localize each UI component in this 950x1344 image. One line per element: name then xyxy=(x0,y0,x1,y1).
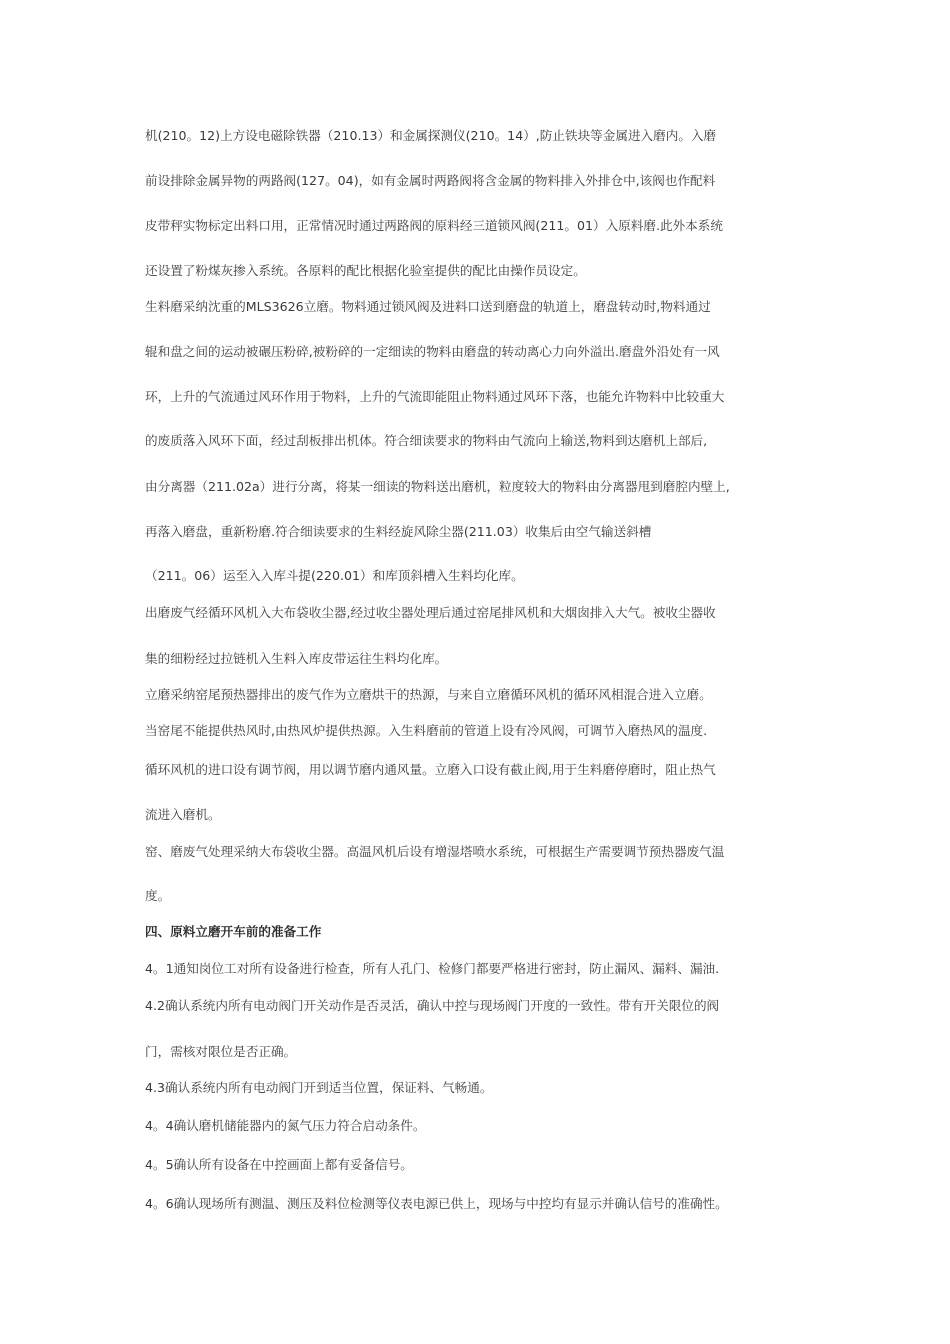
paragraph-line: 窑、磨废气处理采纳大布袋收尘器。高温风机后设有增湿塔喷水系统，可根据生产需要调节预热器废气温 xyxy=(145,844,725,859)
paragraph-line: 的废质落入风环下面，经过刮板排出机体。符合细读要求的物料由气流向上输送,物料到达磨机上部后, xyxy=(145,433,708,448)
paragraph-line: 4。4确认磨机储能器内的氮气压力符合启动条件。 xyxy=(145,1118,426,1133)
paragraph-line: 流进入磨机。 xyxy=(145,807,221,822)
paragraph-line: 环，上升的气流通过风环作用于物料，上升的气流即能阻止物料通过风环下落，也能允许物料中比较重大 xyxy=(145,389,725,404)
paragraph-line: 再落入磨盘，重新粉磨.符合细读要求的生料经旋风除尘器(211.03）收集后由空气输送斜槽 xyxy=(145,524,652,539)
section-heading: 四、原料立磨开车前的准备工作 xyxy=(145,924,322,939)
paragraph-line: 辊和盘之间的运动被碾压粉碎,被粉碎的一定细读的物料由磨盘的转动离心力向外溢出.磨盘外沿处有一风 xyxy=(145,344,720,359)
paragraph-line: 前设排除金属异物的两路阀(127。04)，如有金属时两路阀将含金属的物料排入外排仓中,该阀也作配料 xyxy=(145,173,716,188)
paragraph-line: 4.3确认系统内所有电动阀门开到适当位置，保证料、气畅通。 xyxy=(145,1080,493,1095)
paragraph-line: 4。5确认所有设备在中控画面上都有妥备信号。 xyxy=(145,1157,413,1172)
paragraph-line: 皮带秤实物标定出料口用，正常情况时通过两路阀的原料经三道锁风阀(211。01）入原料磨.此外本系统 xyxy=(145,218,723,233)
paragraph-line: 门，需核对限位是否正确。 xyxy=(145,1044,297,1059)
paragraph-line: 出磨废气经循环风机入大布袋收尘器,经过收尘器处理后通过窑尾排风机和大烟囱排入大气。被收尘器收 xyxy=(145,605,716,620)
paragraph-line: 4。6确认现场所有测温、测压及料位检测等仪表电源已供上，现场与中控均有显示并确认信号的准确性。 xyxy=(145,1196,728,1211)
paragraph-line: 立磨采纳窑尾预热器排出的废气作为立磨烘干的热源，与来自立磨循环风机的循环风相混合进入立磨。 xyxy=(145,687,712,702)
paragraph-line: 机(210。12)上方设电磁除铁器（210.13）和金属探测仪(210。14）,防止铁块等金属进入磨内。入磨 xyxy=(145,128,717,143)
paragraph-line: 生料磨采纳沈重的MLS3626立磨。物料通过锁风阀及进料口送到磨盘的轨道上，磨盘转动时,物料通过 xyxy=(145,299,711,314)
paragraph-line: （211。06）运至入入库斗提(220.01）和库顶斜槽入生料均化库。 xyxy=(145,568,524,583)
paragraph-line: 由分离器（211.02a）进行分离，将某一细读的物料送出磨机，粒度较大的物料由分离器甩到磨腔内壁上, xyxy=(145,479,730,494)
paragraph-line: 4。1通知岗位工对所有设备进行检查，所有人孔门、检修门都要严格进行密封，防止漏风、漏料、漏油. xyxy=(145,961,720,976)
paragraph-line: 当窑尾不能提供热风时,由热风炉提供热源。入生料磨前的管道上设有冷风阀，可调节入磨热风的温度. xyxy=(145,723,708,738)
paragraph-line: 4.2确认系统内所有电动阀门开关动作是否灵活，确认中控与现场阀门开度的一致性。带有开关限位的阀 xyxy=(145,998,720,1013)
paragraph-line: 循环风机的进口设有调节阀，用以调节磨内通风量。立磨入口设有截止阀,用于生料磨停磨时，阻止热气 xyxy=(145,762,716,777)
paragraph-line: 度。 xyxy=(145,888,171,903)
paragraph-line: 集的细粉经过拉链机入生料入库皮带运往生料均化库。 xyxy=(145,651,448,666)
paragraph-line: 还设置了粉煤灰掺入系统。各原料的配比根据化验室提供的配比由操作员设定。 xyxy=(145,263,586,278)
